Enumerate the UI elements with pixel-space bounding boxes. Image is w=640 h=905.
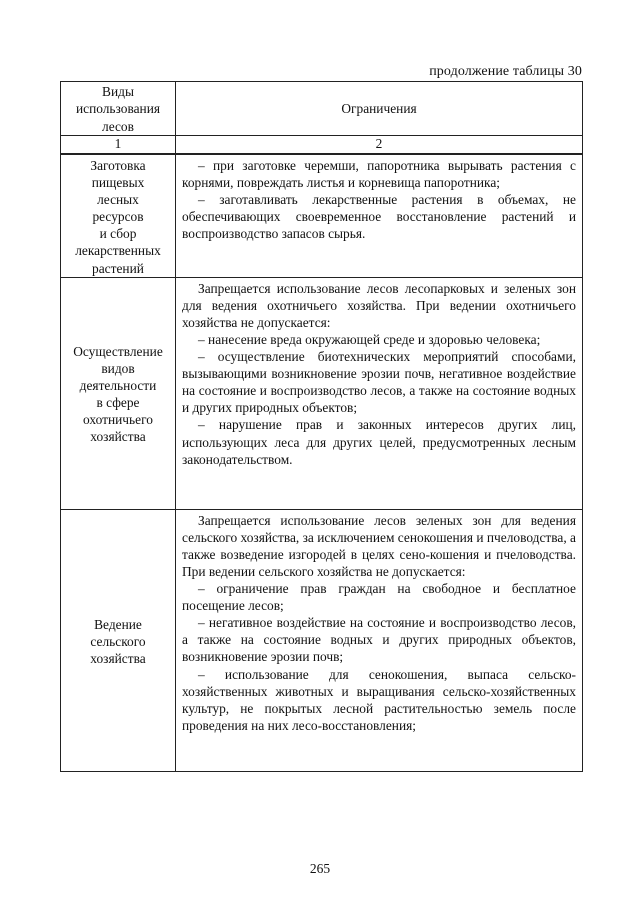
restriction-paragraph: Запрещается использование лесов лесопарковых и зеленых зон для ведения охотничьего хозяйства. При ведении охотничьего хозяйства не допускается: — [182, 280, 576, 330]
row-restrictions — [176, 154, 583, 277]
table-row — [61, 277, 583, 509]
restriction-paragraph: – ограничение прав граждан на свободное и бесплатное посещение лесов; — [182, 581, 576, 614]
restriction-paragraph: – осуществление биотехнических мероприятий способами, вызывающими возникновение эрозии почв, негативное воздействие на состояние и воспроизводство лесов, а также на состояние водных и других природных объектов; — [182, 349, 576, 416]
restriction-paragraph: – негативное воздействие на состояние и воспроизводство лесов, а также на состояние водных и других природных объектов, возникновение эрозии почв; — [182, 615, 576, 665]
table-row — [61, 509, 583, 771]
row-type-text: Заготовка пищевых лесных ресурсов и сбор лекарственных растений — [75, 158, 161, 276]
restriction-paragraph: – при заготовке черемши, папоротника вырывать растения с корнями, повреждать листья и корневища папоротника; — [182, 158, 576, 191]
restriction-paragraph: Запрещается использование лесов зеленых зон для ведения сельского хозяйства, за исключением сенокошения и пчеловодства, а также возведение изгородей в целях сено-кошения и пчеловодства. При ведении сельского хозяйства не допускается: — [182, 512, 576, 579]
table-header-row — [61, 82, 583, 136]
row-type-text: Ведение сельского хозяйства — [90, 616, 146, 666]
row-type-text: Осуществление видов деятельности в сфере охотничьего хозяйства — [73, 343, 163, 445]
column-number-1: 1 — [61, 136, 176, 155]
forest-use-restrictions-table — [60, 81, 583, 772]
page-number: 265 — [309, 861, 331, 876]
restriction-paragraph: – заготавливать лекарственные растения в объемах, не обеспечивающих своевременное восстановление растений и воспроизводство запасов сырья. — [182, 192, 576, 242]
header-col1-text: Виды использования лесов — [75, 84, 161, 134]
row-forest-use-type — [61, 154, 176, 277]
header-restrictions — [176, 82, 583, 136]
restriction-paragraph: – нанесение вреда окружающей среде и здоровью человека; — [198, 331, 541, 347]
header-forest-use-types — [61, 82, 176, 136]
column-number-row — [61, 136, 583, 155]
restriction-paragraph: – нарушение прав и законных интересов других лиц, использующих леса для других целей, предусмотренных лесным законодательством. — [182, 417, 576, 467]
row-forest-use-type — [61, 509, 176, 771]
table-row — [61, 154, 583, 277]
row-restrictions — [176, 509, 583, 771]
table-continuation-label: продолжение таблицы 30 — [429, 64, 582, 79]
row-restrictions — [176, 277, 583, 509]
header-col2-text: Ограничения — [341, 100, 417, 116]
restriction-paragraph: – использование для сенокошения, выпаса сельско-хозяйственных животных и выращивания сельско-хозяйственных культур, не покрытых лесной растительностью земель после проведения на них лесо-восстановления; — [182, 666, 576, 733]
row-forest-use-type — [61, 277, 176, 509]
column-number-2: 2 — [176, 136, 583, 155]
